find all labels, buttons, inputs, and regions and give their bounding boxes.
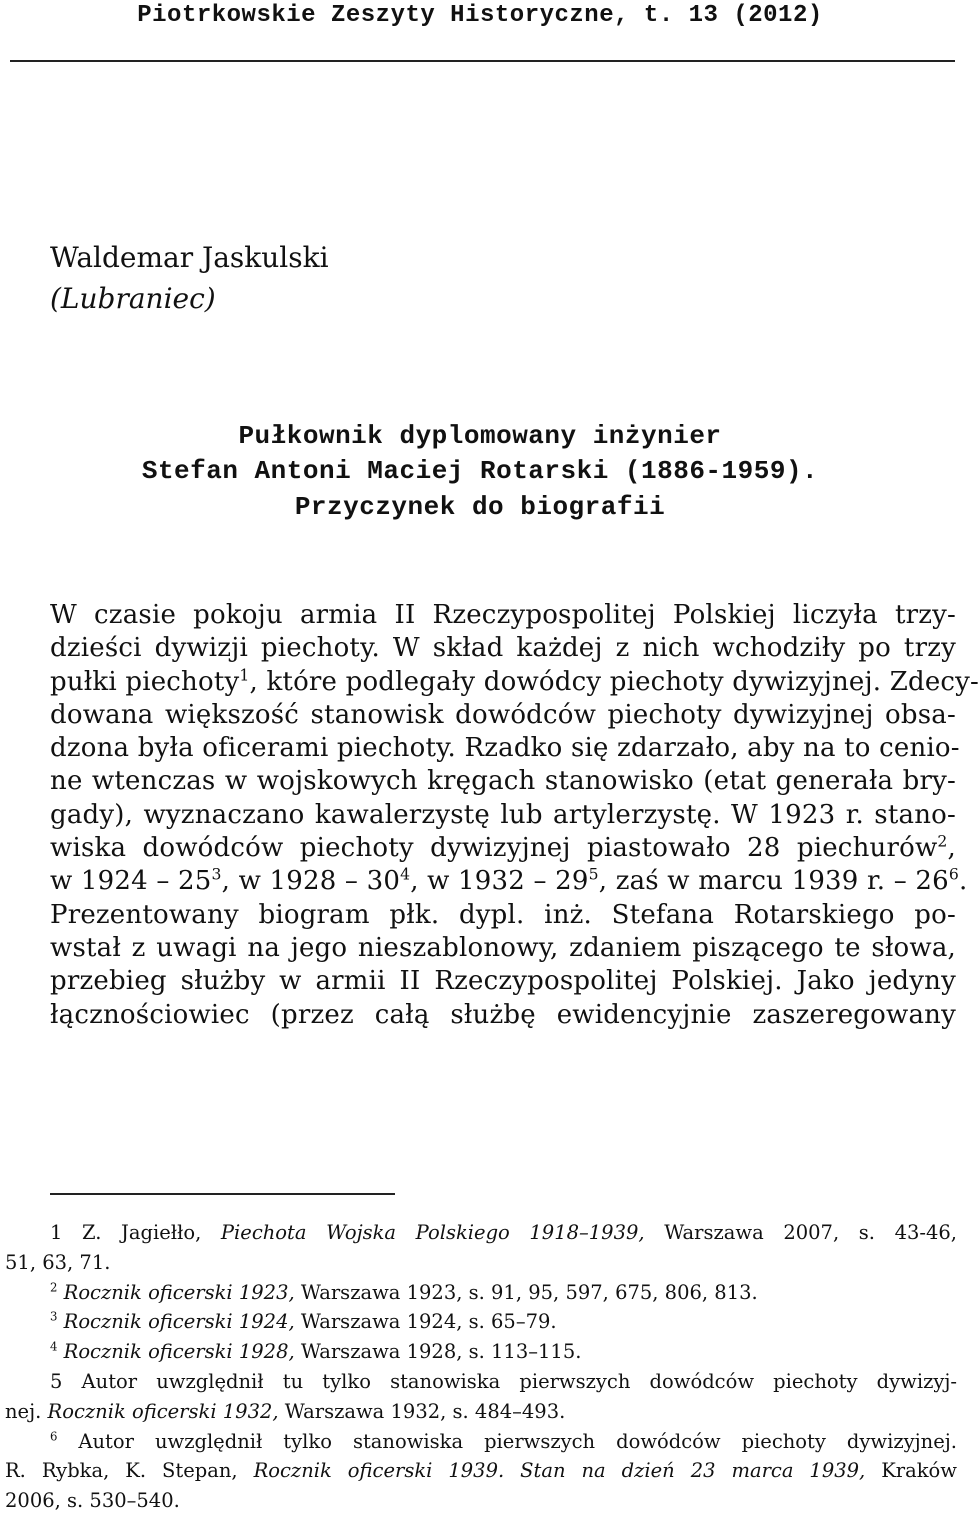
body-text-segment: pułki piechoty: [50, 666, 240, 697]
header-rule: [10, 60, 955, 62]
footnote-5: [5, 1367, 957, 1397]
footnote-text: R. Rybka, K. Stepan,: [5, 1459, 254, 1483]
article-title-line-2: Stefan Antoni Maciej Rotarski (1886-1959).: [141, 456, 819, 486]
footnote-number: 2: [50, 1280, 58, 1295]
footnote-text: Warszawa 1923, s. 91, 95, 597, 675, 806, 813.: [294, 1280, 758, 1304]
footnote-work-title: Rocznik oficerski 1924,: [57, 1310, 295, 1334]
body-text: [50, 599, 979, 1032]
body-line: dzieści dywizji piechoty. W skład każdej z nich wchodziły po trzy: [50, 633, 956, 664]
body-line: łącznościowiec (przez całą służbę ewidencyjnie zaszeregowany: [50, 999, 956, 1030]
article-title-line-3: Przyczynek do biografii: [294, 492, 666, 522]
footnote-1: [5, 1218, 957, 1248]
footnote-ref[interactable]: 6: [948, 865, 959, 884]
footnote-text: Warszawa 1928, s. 113–115.: [294, 1340, 582, 1364]
body-text-segment: , zaś w marcu 1939 r. – 26: [598, 866, 949, 897]
body-text-segment: , które podlegały dowódcy piechoty dywizyjnej. Zdecy-: [249, 666, 979, 697]
footnotes: [5, 1218, 957, 1516]
footnote-work-title: Rocznik oficerski 1939. Stan na dzień 23 marca 1939,: [253, 1459, 866, 1483]
footnote-work-title: Rocznik oficerski 1923,: [57, 1280, 295, 1304]
author-place: (Lubraniec): [50, 282, 216, 315]
body-line: Prezentowany biogram płk. dypl. inż. Stefana Rotarskiego po-: [50, 899, 956, 930]
footnote-text: Autor uwzględnił tu tylko stanowiska pierwszych dowódców piechoty dywizyj-: [62, 1369, 957, 1393]
footnote-work-title: Rocznik oficerski 1928,: [57, 1340, 295, 1364]
body-line: [50, 665, 979, 699]
footnote-ref[interactable]: 4: [400, 865, 411, 884]
body-text-segment: w 1924 – 25: [50, 866, 212, 897]
footnote-number: 4: [50, 1339, 58, 1354]
author-name: Waldemar Jaskulski: [50, 241, 329, 274]
footnote-number: 1: [50, 1221, 63, 1244]
footnote-6: [5, 1427, 957, 1457]
body-line: [50, 832, 956, 865]
body-line: ne wtenczas w wojskowych kręgach stanowisko (etat generała bry-: [50, 766, 956, 797]
footnote-6-cont: [5, 1456, 957, 1486]
body-text-segment: .: [958, 866, 968, 897]
footnote-number: 3: [50, 1309, 58, 1324]
body-line: wstał z uwagi na jego nieszablonowy, zdaniem piszącego te słowa,: [50, 932, 956, 963]
footnote-ref[interactable]: 1: [239, 665, 250, 684]
footnote-ref[interactable]: 5: [588, 865, 599, 884]
body-line: dzona była oficerami piechoty. Rzadko się zdarzało, aby na to cenio-: [50, 733, 960, 764]
footnote-5-cont: [5, 1397, 957, 1427]
footnote-ref[interactable]: 2: [937, 832, 948, 851]
footnote-number: 5: [50, 1369, 63, 1393]
footnote-text: Autor uwzględnił tylko stanowiska pierwszych dowódców piechoty dywizyjnej.: [57, 1429, 957, 1453]
footnote-text: Warszawa 1932, s. 484–493.: [278, 1399, 566, 1423]
footnote-work-title: Piechota Wojska Polskiego 1918–1939,: [220, 1221, 645, 1244]
footnote-work-title: Rocznik oficerski 1932,: [47, 1399, 279, 1423]
footnote-3: [5, 1307, 957, 1337]
footnote-text: Warszawa 2007, s. 43-46,: [644, 1221, 957, 1244]
footnote-number: 6: [50, 1429, 58, 1444]
footnote-text: Kraków: [865, 1459, 957, 1483]
footnote-ref[interactable]: 3: [211, 865, 222, 884]
journal-header: Piotrkowskie Zeszyty Historyczne, t. 13 (2012): [137, 2, 823, 29]
body-line: gady), wyznaczano kawalerzystę lub artylerzystę. W 1923 r. stano-: [50, 799, 956, 830]
article-title-line-1: Pułkownik dyplomowany inżynier: [238, 421, 722, 451]
body-line: przebieg służby w armii II Rzeczypospolitej Polskiej. Jako jedyny: [50, 966, 956, 997]
body-text-segment: ,: [947, 833, 956, 864]
body-line: [50, 865, 968, 898]
footnote-6-cont-2: 2006, s. 530–540.: [5, 1489, 180, 1513]
body-text-segment: , w 1928 – 30: [221, 866, 401, 897]
footnote-text: Warszawa 1924, s. 65–79.: [294, 1310, 557, 1334]
body-text-segment: wiska dowódców piechoty dywizyjnej piastowało 28 piechurów: [50, 833, 938, 864]
body-text-segment: , w 1932 – 29: [410, 866, 589, 897]
footnote-text: Z. Jagiełło,: [62, 1221, 221, 1244]
body-line: dowana większość stanowisk dowódców piechoty dywizyjnej obsa-: [50, 699, 956, 730]
body-line: W czasie pokoju armia II Rzeczypospolitej Polskiej liczyła trzy-: [50, 600, 956, 630]
footnote-1-cont: 51, 63, 71.: [5, 1250, 111, 1274]
footnote-separator: [50, 1193, 395, 1195]
footnote-4: [5, 1337, 957, 1367]
footnote-2: [5, 1278, 957, 1308]
footnote-text: nej.: [5, 1399, 48, 1423]
